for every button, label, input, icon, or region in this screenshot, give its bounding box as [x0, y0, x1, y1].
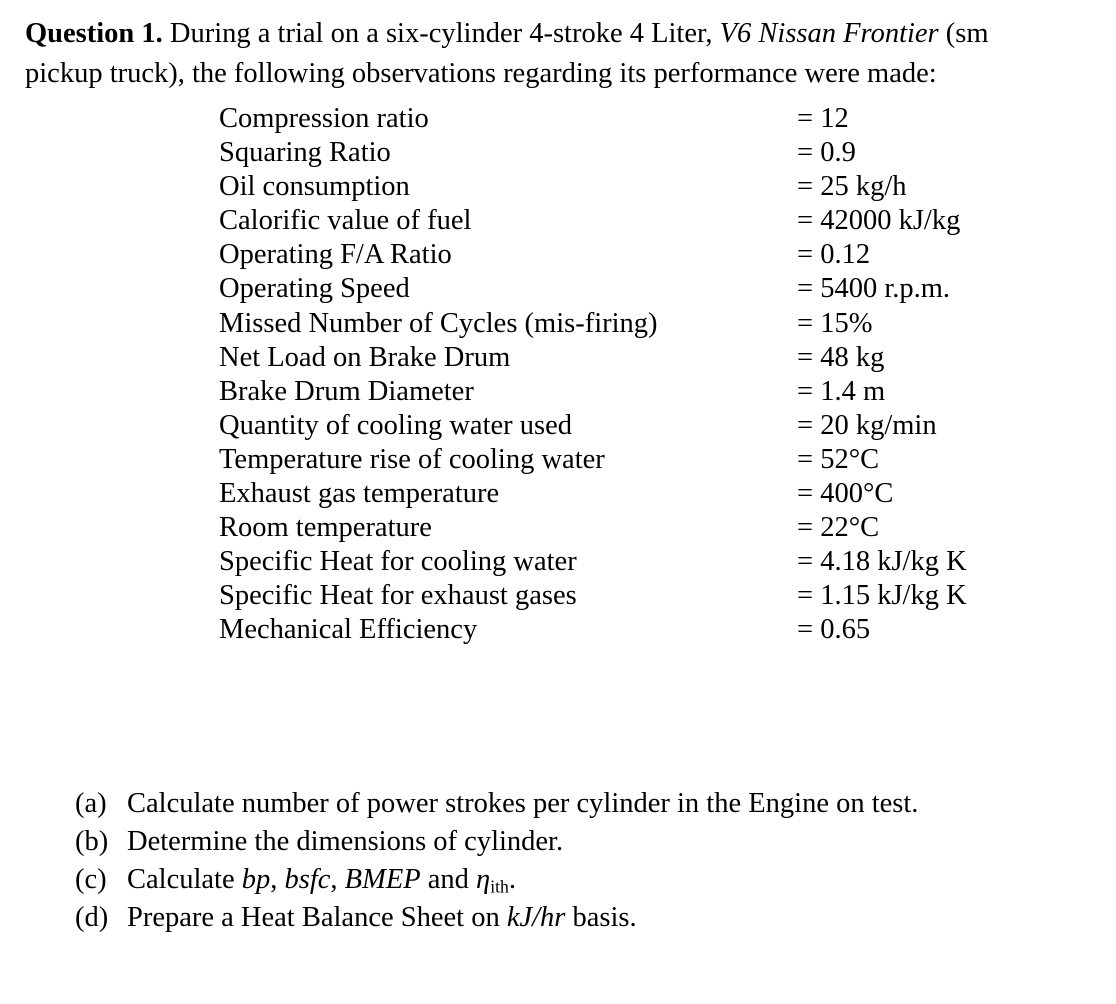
task-d-prefix: Prepare a Heat Balance Sheet on: [127, 902, 507, 933]
intro-tail: (sm: [938, 18, 989, 49]
intro-line-1: [25, 14, 1116, 54]
observation-value: = 5400 r.p.m.: [797, 273, 951, 305]
task-text: [127, 899, 637, 937]
observation-label: Room temperature: [219, 512, 432, 544]
observation-value: = 20 kg/min: [797, 409, 937, 441]
observation-value: = 15%: [797, 307, 873, 339]
intro-text: During a trial on a six-cylinder 4-stroke 4 Liter,: [162, 18, 720, 49]
task-d-suffix: basis.: [565, 902, 637, 933]
observation-label: Compression ratio: [219, 103, 429, 134]
observation-label: Calorific value of fuel: [219, 205, 472, 237]
task-letter: (d): [75, 902, 109, 933]
observation-row: [219, 375, 1099, 409]
observation-row: [219, 272, 1099, 306]
observation-label: Mechanical Efficiency: [219, 614, 478, 646]
observation-row: [219, 170, 1099, 204]
question-label: Question 1.: [25, 18, 163, 49]
observation-value: = 1.4 m: [797, 375, 886, 407]
term-eta: η: [476, 864, 491, 895]
observation-label: Specific Heat for cooling water: [219, 546, 577, 578]
observation-value: = 25 kg/h: [797, 171, 907, 203]
observation-row: [219, 511, 1099, 545]
observation-row: [219, 238, 1099, 272]
observation-row: [219, 307, 1099, 341]
eta-subscript: ith: [490, 876, 509, 897]
observation-label: Operating F/A Ratio: [219, 239, 452, 271]
term-bsfc: bsfc: [284, 864, 331, 895]
observation-label: Specific Heat for exhaust gases: [219, 580, 577, 612]
task-text: Determine the dimensions of cylinder.: [127, 826, 564, 857]
task-letter: (a): [75, 788, 107, 819]
task-letter: (b): [75, 826, 109, 857]
period: .: [508, 864, 516, 895]
observation-label: Temperature rise of cooling water: [219, 443, 605, 475]
task-text: Calculate number of power strokes per cylinder in the Engine on test.: [127, 788, 919, 819]
observation-label: Missed Number of Cycles (mis-firing): [219, 307, 658, 339]
observation-label: Exhaust gas temperature: [219, 478, 500, 510]
observation-row: [219, 341, 1099, 375]
observation-value: = 4.18 kJ/kg K: [797, 546, 967, 578]
observation-row: [219, 545, 1099, 579]
observation-value: = 48 kg: [797, 341, 885, 373]
observation-value: = 0.65: [797, 614, 871, 646]
observation-label: Operating Speed: [219, 273, 410, 305]
intro-line-2: pickup truck), the following observations regarding its performance were made:: [25, 58, 937, 89]
basis-unit: kJ/hr: [506, 902, 566, 933]
observation-row: [219, 579, 1099, 613]
observations-table: [219, 102, 1099, 648]
observation-value: = 12: [797, 103, 849, 134]
task-c: [75, 861, 1105, 899]
observation-label: Brake Drum Diameter: [219, 375, 474, 407]
observation-value: = 42000 kJ/kg: [797, 205, 961, 237]
task-text: [127, 861, 516, 899]
observation-value: = 400°C: [797, 478, 894, 510]
observation-row: [219, 102, 1099, 136]
separator: ,: [270, 864, 285, 895]
observation-row: [219, 477, 1099, 511]
observation-value: = 0.12: [797, 239, 871, 271]
term-bp: bp: [241, 864, 271, 895]
separator: ,: [330, 864, 345, 895]
observation-label: Oil consumption: [219, 171, 410, 203]
task-a: [75, 785, 1105, 823]
observation-value: = 52°C: [797, 443, 880, 475]
task-c-prefix: Calculate: [127, 864, 242, 895]
observation-label: Net Load on Brake Drum: [219, 341, 511, 373]
observation-row: [219, 204, 1099, 238]
observation-value: = 1.15 kJ/kg K: [797, 580, 967, 612]
conjunction: and: [420, 864, 477, 895]
task-b: [75, 823, 1105, 861]
question-intro: [25, 14, 1116, 94]
vehicle-name: V6 Nissan Frontier: [719, 18, 939, 49]
task-d: [75, 899, 1105, 937]
observation-row: [219, 136, 1099, 170]
task-letter: (c): [75, 864, 107, 895]
term-bmep: BMEP: [344, 864, 421, 895]
observation-row: [219, 613, 1099, 647]
observation-row: [219, 443, 1099, 477]
observation-label: Quantity of cooling water used: [219, 409, 572, 441]
observation-value: = 0.9: [797, 137, 856, 169]
task-list: [75, 785, 1105, 937]
observation-row: [219, 409, 1099, 443]
observation-label: Squaring Ratio: [219, 137, 391, 169]
observation-value: = 22°C: [797, 512, 880, 544]
